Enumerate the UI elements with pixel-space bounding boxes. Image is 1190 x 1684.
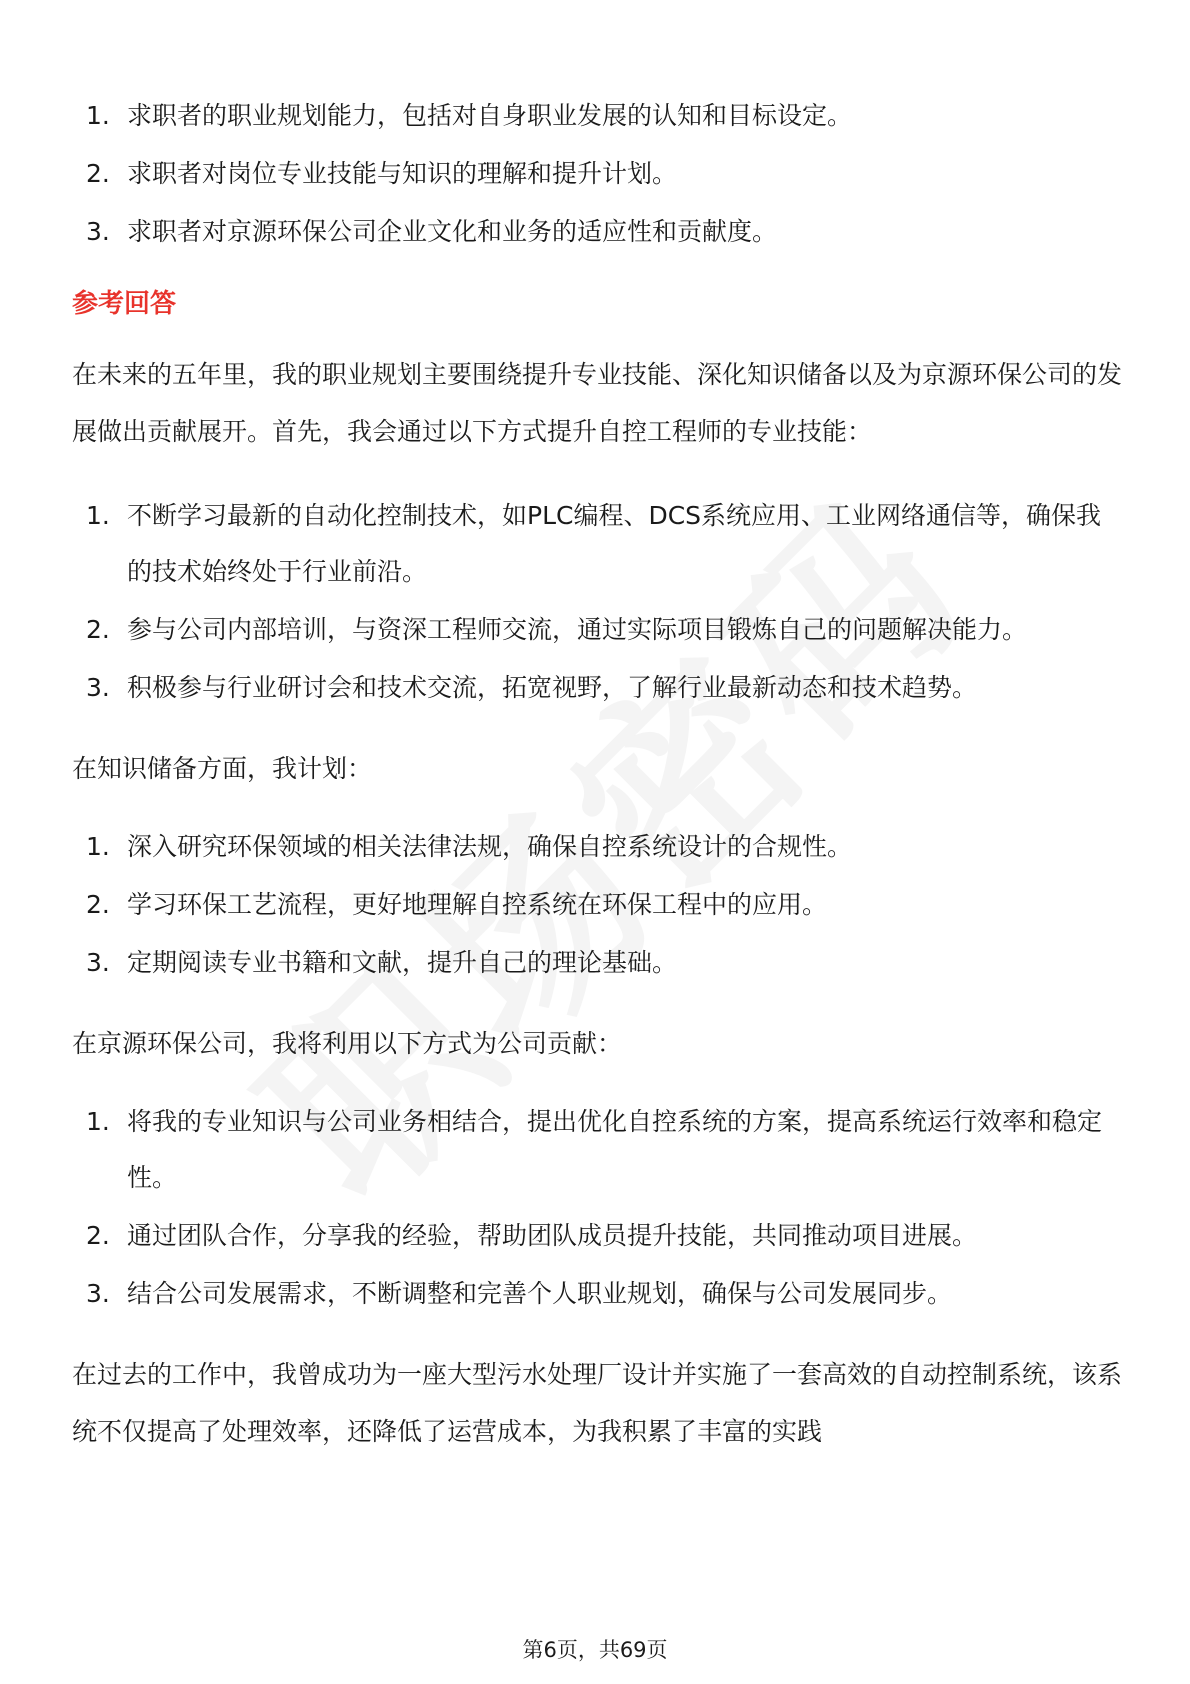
list-number: 2. [86,159,110,188]
list-number: 2. [86,890,110,919]
list-number: 3. [86,217,110,246]
list-number: 2. [86,615,110,644]
list-number: 1. [86,101,110,130]
list-item-text: 不断学习最新的自动化控制技术，如PLC编程、DCS系统应用、工业网络通信等，确保我的技术始终处于行业前沿。 [127,501,1102,586]
paragraph-contribution: 在京源环保公司，我将利用以下方式为公司贡献： [72,1029,623,1058]
contribution-list [72,1094,1122,1322]
list-number: 2. [86,1221,110,1250]
page-number-footer: 第6页，共69页 [522,1638,668,1662]
list-item-text: 参与公司内部培训，与资深工程师交流，通过实际项目锻炼自己的问题解决能力。 [127,615,1028,644]
skills-list [72,488,1122,716]
list-item [72,146,1122,202]
document-body [72,88,1122,1460]
list-item-text: 求职者的职业规划能力，包括对自身职业发展的认知和目标设定。 [127,101,853,130]
list-number: 3. [86,673,110,702]
list-number: 3. [86,948,110,977]
list-item-text: 学习环保工艺流程，更好地理解自控系统在环保工程中的应用。 [127,890,828,919]
list-item [72,877,1122,933]
list-item [72,819,1122,875]
assessment-points-list [72,88,1122,260]
paragraph-experience: 在过去的工作中，我曾成功为一座大型污水处理厂设计并实施了一套高效的自动控制系统，该系统不仅提高了处理效率，还降低了运营成本，为我积累了丰富的实践 [72,1360,1123,1446]
list-item [72,1208,1122,1264]
list-item [72,1266,1122,1322]
list-item-text: 将我的专业知识与公司业务相结合，提出优化自控系统的方案，提高系统运行效率和稳定性。 [127,1107,1103,1192]
list-item [72,88,1122,144]
list-item-text: 求职者对京源环保公司企业文化和业务的适应性和贡献度。 [127,217,778,246]
list-number: 1. [86,501,110,530]
paragraph-knowledge: 在知识储备方面，我计划： [72,754,373,783]
list-item-text: 通过团队合作，分享我的经验，帮助团队成员提升技能，共同推动项目进展。 [127,1221,978,1250]
list-item [72,1094,1122,1206]
list-item [72,204,1122,260]
list-item-text: 深入研究环保领域的相关法律法规，确保自控系统设计的合规性。 [127,832,853,861]
section-title-reference-answer: 参考回答 [72,289,177,319]
list-item-text: 求职者对岗位专业技能与知识的理解和提升计划。 [127,159,678,188]
list-number: 3. [86,1279,110,1308]
list-item-text: 积极参与行业研讨会和技术交流，拓宽视野，了解行业最新动态和技术趋势。 [127,673,978,702]
list-number: 1. [86,1107,110,1136]
list-number: 1. [86,832,110,861]
list-item [72,602,1122,658]
list-item-text: 结合公司发展需求，不断调整和完善个人职业规划，确保与公司发展同步。 [127,1279,953,1308]
list-item [72,488,1122,600]
list-item-text: 定期阅读专业书籍和文献，提升自己的理论基础。 [127,948,678,977]
list-item [72,935,1122,991]
list-item [72,660,1122,716]
paragraph-intro: 在未来的五年里，我的职业规划主要围绕提升专业技能、深化知识储备以及为京源环保公司的发展做出贡献展开。首先，我会通过以下方式提升自控工程师的专业技能： [72,360,1123,446]
knowledge-list [72,819,1122,991]
